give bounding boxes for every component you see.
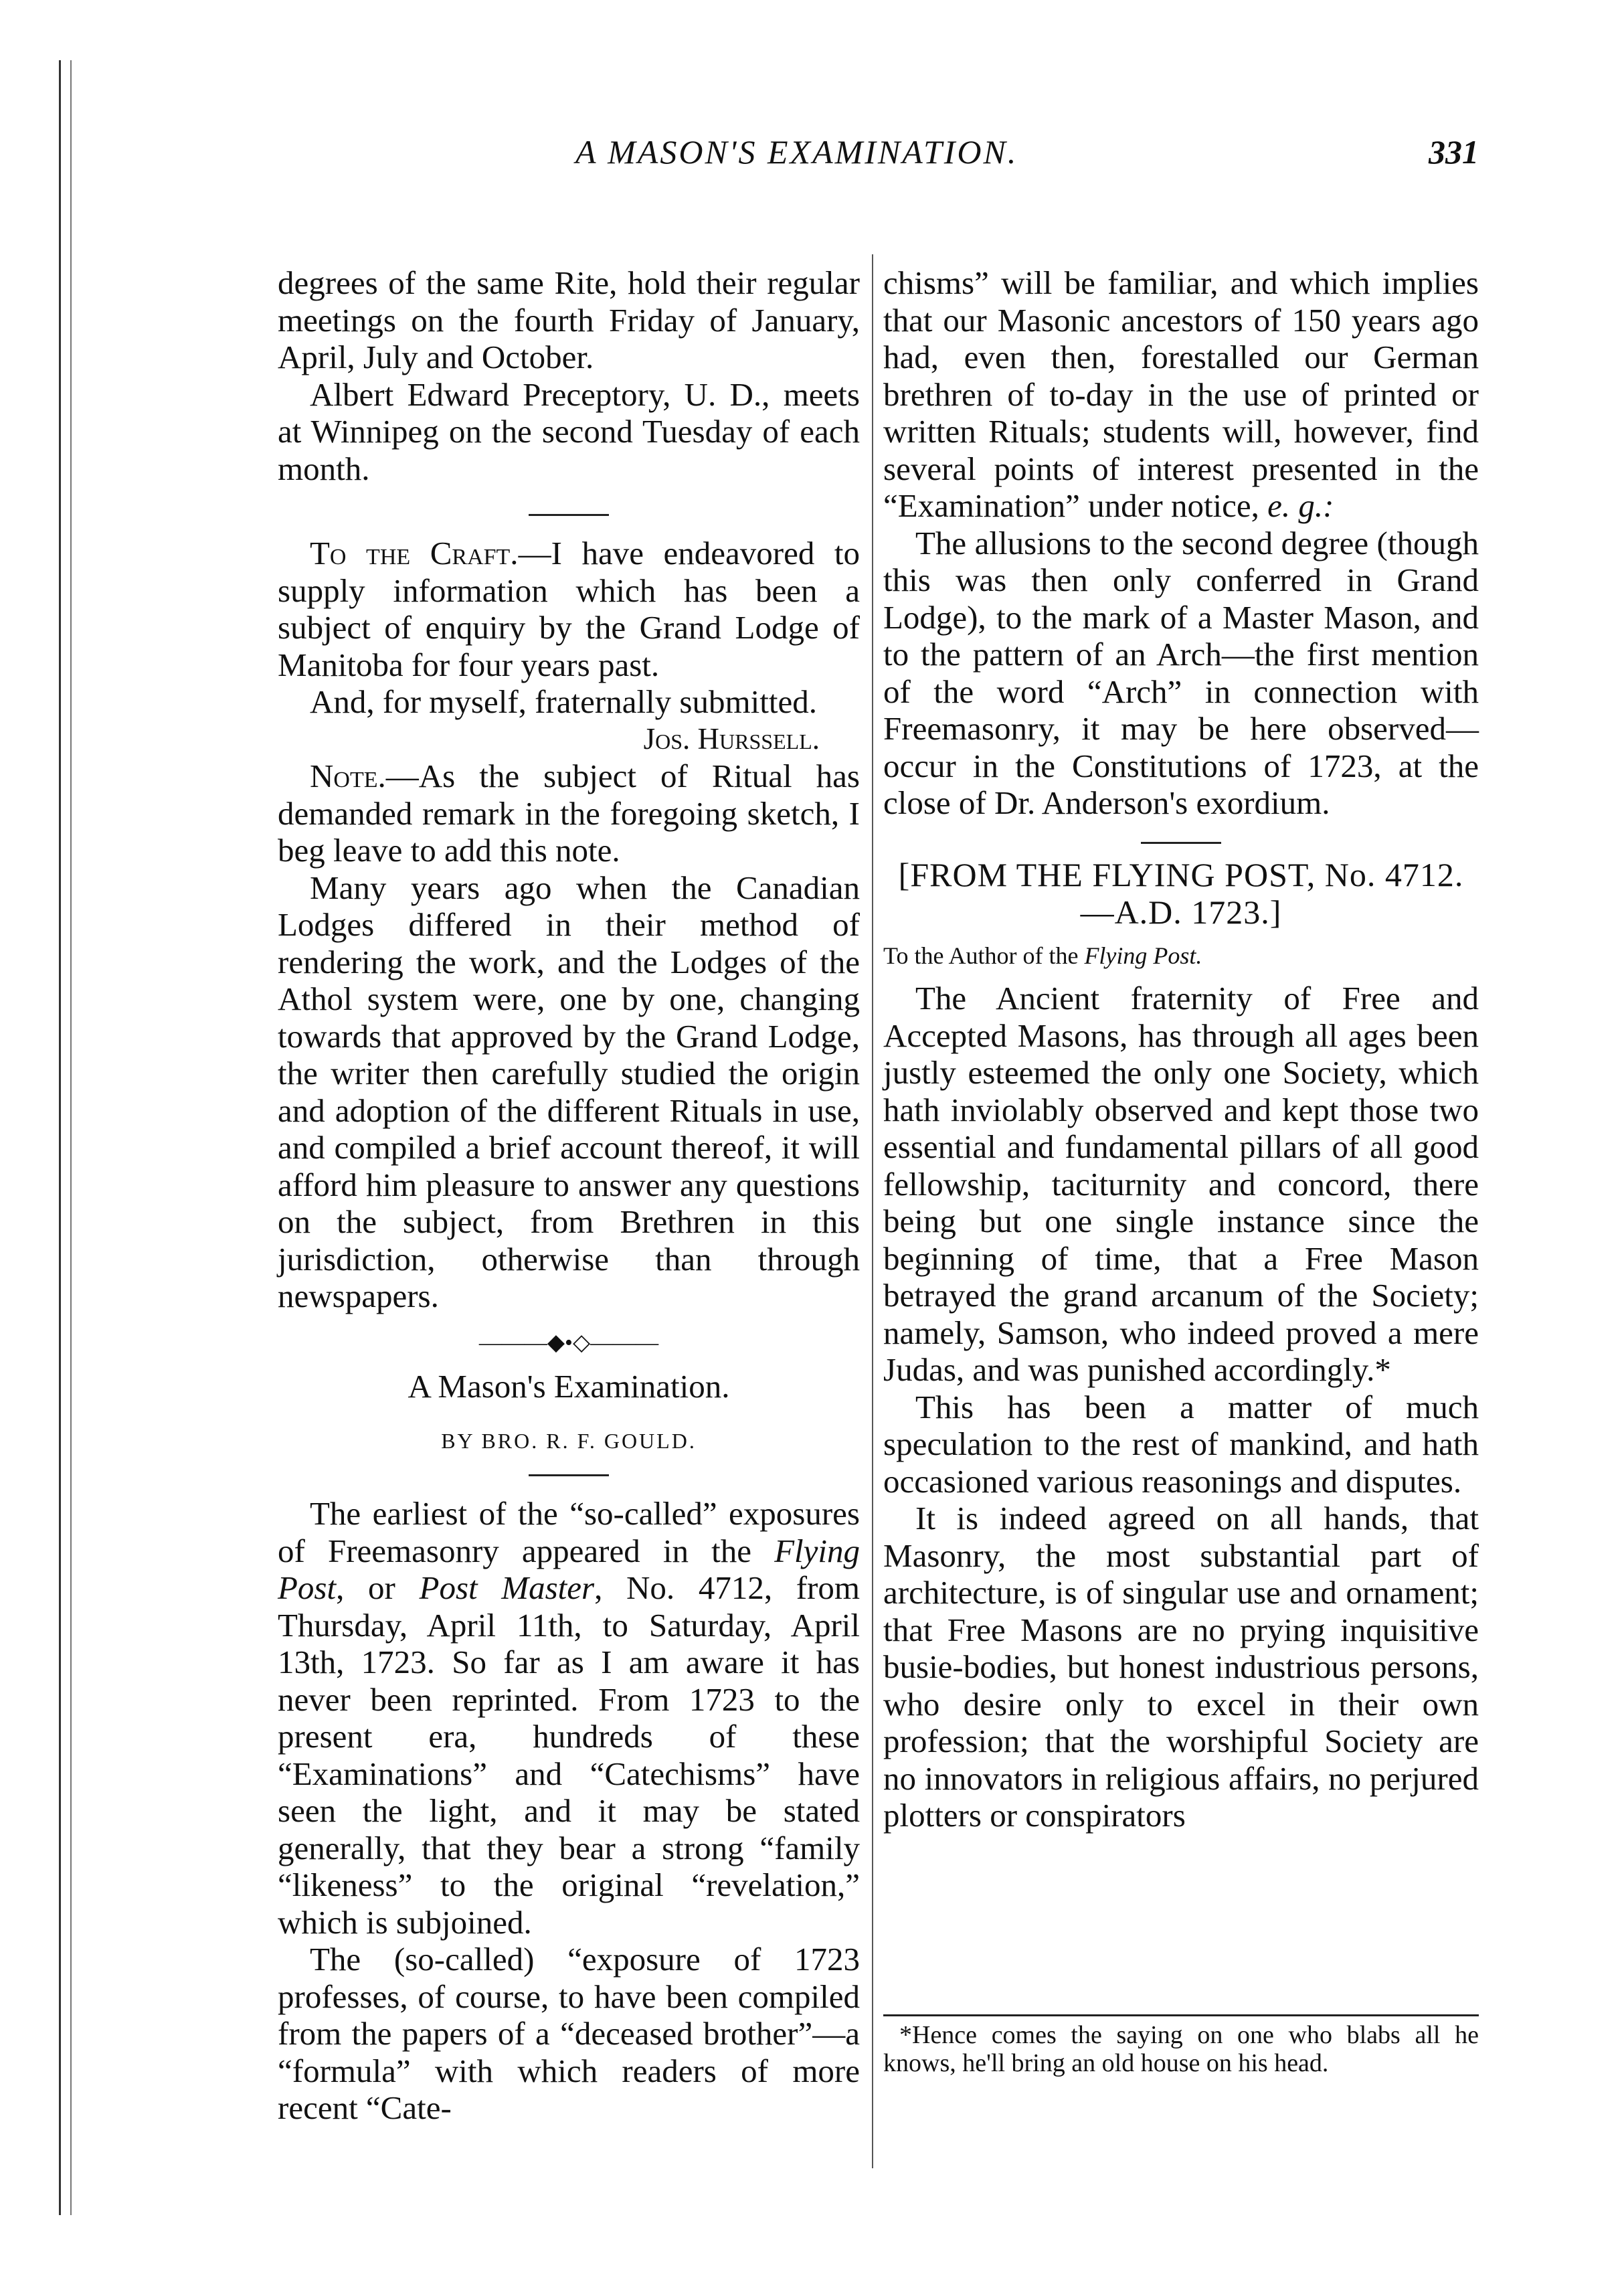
text-run: To the Author of the <box>883 942 1085 969</box>
paragraph: Albert Edward Preceptory, U. D., meets at Winnipeg on the second Tuesday of each month. <box>278 375 860 487</box>
running-header <box>575 133 1479 173</box>
to-author-line <box>883 938 1479 975</box>
footnote-rule <box>883 2014 1479 2016</box>
paragraph: This has been a matter of much speculation to the rest of mankind, and hath occasioned various reasonings and disputes. <box>883 1388 1479 1500</box>
text-run: , No. 4712, from Thursday, April 11th, to Saturday, April 13th, 1723. So far as I am aware it has never been reprinted. From 1723 to the present era, hundreds of these “Examinations” and “Catechisms” have seen the light, and it may be stated generally, that they bear a strong “family “likeness” to the original “revelation,” which is subjoined. <box>278 1569 860 1941</box>
section-rule <box>1141 842 1221 844</box>
paragraph: The Ancient fraternity of Free and Accepted Masons, has through all ages been justly esteemed the only one Society, which hath inviolably observed and kept those two essential and fundamental pillars of all good fellowship, taciturnity and concord, there being but one single instance since the beginning of time, that a Free Mason betrayed the grand arcanum of the Society; namely, Samson, who indeed proved a mere Judas, and was punished accordingly.* <box>883 980 1479 1388</box>
italic-text: Flying Post. <box>1084 942 1202 969</box>
paragraph: It is indeed agreed on all hands, that Masonry, the most substantial part of architecture, is of singular use and ornament; that Free Masons are no prying inquisitive busie-bodies, but honest industrious persons, who desire only to excel in their own profession; that the worshipful Society are no innovators in religious affairs, no perjured plotters or conspirators <box>883 1500 1479 1834</box>
paragraph: The (so-called) “exposure of 1723 professes, of course, to have been compiled from the papers of a “deceased brother”—a “formula” with which readers of more recent “Cate- <box>278 1941 860 2126</box>
paragraph <box>883 264 1479 525</box>
right-column <box>883 264 1479 1834</box>
section-heading: [FROM THE FLYING POST, No. 4712.—A.D. 1723.] <box>898 855 1464 931</box>
italic-text: Flying Post <box>278 1532 860 1606</box>
section-rule <box>529 1474 609 1476</box>
paragraph: The allusions to the second degree (though this was then only conferred in Grand Lodge), to the mark of a Master Mason, and to the pattern of an Arch—the first mention of the word “Arch” in connection with Freemasonry, it may be here observed—occur in the Constitutions of 1723, at the close of Dr. Anderson's exordium. <box>883 524 1479 821</box>
paragraph: degrees of the same Rite, hold their regular meetings on the fourth Friday of January, April, July and October. <box>278 264 860 375</box>
text-run: The earliest of the “so-called” exposures of Freemasonry appeared in the <box>278 1495 860 1569</box>
paragraph <box>278 1495 860 1941</box>
to-craft-text: —I have endeavored to supply information which has been a subject of enquiry by the Grand Lodge of Manitoba for four years past. <box>278 535 860 683</box>
italic-text: e. g.: <box>1267 487 1334 524</box>
paragraph: Many years ago when the Canadian Lodges differed in their method of rendering the work, and the Lodges of the Athol system were, one by one, changing towards that approved by the Grand Lodge, the writer then carefully studied the origin and adoption of the different Rituals in use, and compiled a brief account thereof, it will afford him pleasure to answer any questions on the subject, from Brethren in this jurisdiction, otherwise than through newspapers. <box>278 869 860 1314</box>
ornamental-divider: ———◆•◇——— <box>478 1330 659 1355</box>
running-title: A MASON'S EXAMINATION. <box>575 133 1018 171</box>
left-column <box>278 264 860 2127</box>
text-run: chisms” will be familiar, and which implies that our Masonic ancestors of 150 years ago had, even then, forestalled our German brethren of to-day in the use of printed or written Rituals; students will, however, find several points of interest presented in the “Examination” under notice, <box>883 264 1479 524</box>
note-text: —As the subject of Ritual has demanded remark in the foregoing sketch, I beg leave to add this note. <box>278 758 860 869</box>
paragraph-to-the-craft <box>278 535 860 683</box>
page-number: 331 <box>1429 133 1479 171</box>
article-title: A Mason's Examination. <box>408 1368 730 1405</box>
paragraph-note <box>278 758 860 869</box>
footnote: *Hence comes the saying on one who blabs all he knows, he'll bring an old house on his head. <box>883 2021 1479 2077</box>
column-divider <box>872 254 873 2168</box>
byline: BY BRO. R. F. GOULD. <box>441 1428 697 1453</box>
section-rule <box>529 514 609 516</box>
to-craft-label: To the Craft. <box>310 535 519 572</box>
text-run: , or <box>336 1569 420 1606</box>
italic-text: Post Master <box>419 1569 595 1606</box>
paragraph: And, for myself, fraternally submitted. <box>310 683 817 720</box>
note-label: Note. <box>310 758 386 794</box>
page-binding-edge <box>59 60 72 2215</box>
signature: Jos. Hurssell. <box>643 721 820 756</box>
